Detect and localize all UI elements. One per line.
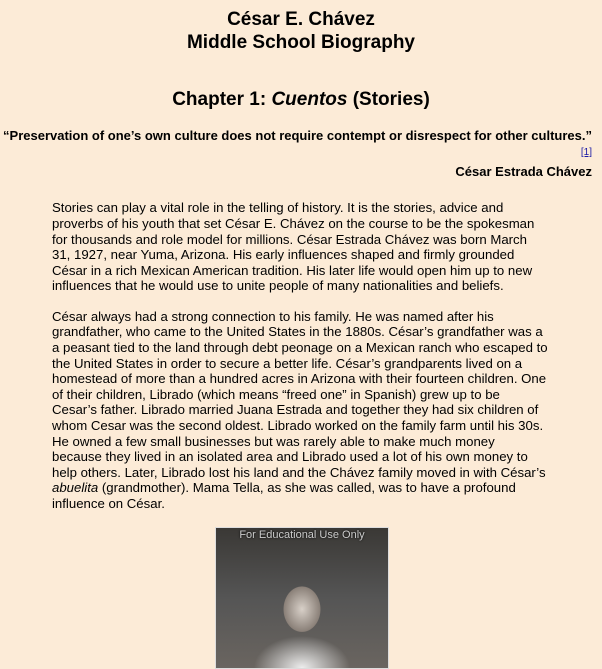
chapter-prefix: Chapter 1:	[172, 89, 272, 110]
paragraph-1: Stories can play a vital role in the telling of history. It is the stories, advice and proverbs of his youth that set César E. Chávez on the course to be the spokesman for thousands and role model for millions. César Estrada Chávez was born March 31, 1927, near Yuma, Arizona. His early influences shaped and firmly grounded César in a rich Mexican American tradition. His later life would open him up to new influences that he would use to unite people of many nationalities and beliefs.	[52, 200, 535, 294]
paragraph-2	[52, 309, 548, 512]
chapter-italic: Cuentos	[271, 89, 348, 110]
paragraph-2-text-end: (grandmother). Mama Tella, as she was called, was to have a profound influence on César.	[52, 480, 516, 512]
article-body	[52, 200, 548, 511]
quote-author: César Estrada Chávez	[455, 164, 592, 180]
baby-cesar-photo	[215, 527, 389, 669]
abuelita-italic: abuelita	[52, 480, 99, 496]
title-line-2: Middle School Biography	[186, 32, 415, 53]
quote-text: “Preservation of one’s own culture does not require contempt or disrespect for other cultures.”	[3, 128, 592, 143]
photo-watermark: For Educational Use Only	[239, 528, 365, 541]
quote-block	[0, 128, 592, 180]
chapter-suffix: (Stories)	[347, 89, 430, 110]
title-line-1: César E. Chávez	[227, 9, 375, 30]
footnote-link[interactable]: [1]	[580, 147, 592, 158]
paragraph-2-text: César always had a strong connection to his family. He was named after his grandfather, who came to the United States in the 1880s. César’s grandfather was a a peasant tied to the land through debt peonage on a Mexican ranch who escaped to the United States in order to secure a better life. César’s grandparents lived on a homestead of more than a hundred acres in Arizona with their fourteen children. One of their children, Librado (which means “freed one” in Spanish) grew up to be Cesar’s father. Librado married Juana Estrada and together they had six children of whom Cesar was the second oldest. Librado worked on the family farm until his 30s. He owned a few small businesses but was rarely able to make much money because they lived in an isolated area and Librado used a lot of his own money to help others. Later, Librado lost his land and the Chávez family moved in with César’s	[52, 308, 548, 480]
page-title	[0, 8, 602, 54]
chapter-heading	[0, 88, 602, 111]
